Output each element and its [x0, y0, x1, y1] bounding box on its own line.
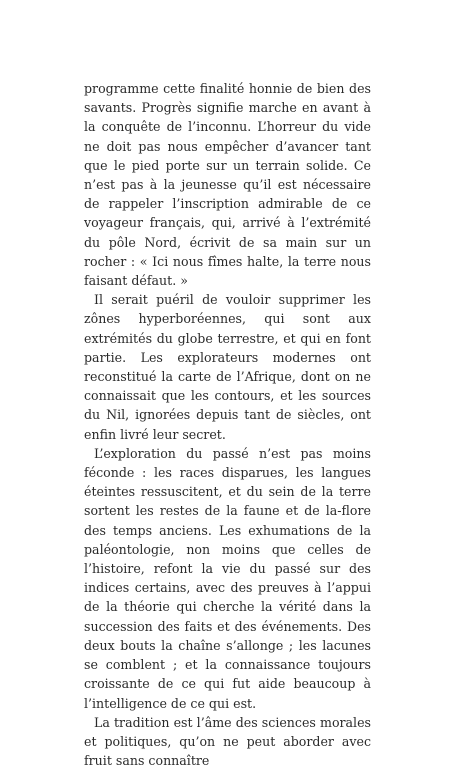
- paragraph-hyperborean-zones: Il serait puéril de vouloir supprimer les zônes hyperboréennes, qui sont aux extrémités du globe terrestre, et qui en font partie. Les explorateurs modernes ont reconstitué la carte de l’Afrique, dont on ne connaissait que les contours, et les sources du Nil, ignorées depuis tant de siècles, ont enfin livré leur secret.: [84, 292, 371, 442]
- body-text: [84, 79, 371, 770]
- paragraph-tradition: La tradition est l’âme des sciences morales et politiques, qu’on ne peut aborder avec fruit sans connaître: [84, 714, 371, 769]
- paragraph-exploration-of-past: L’exploration du passé n’est pas moins féconde : les races disparues, les langues éteintes ressuscitent, et du sein de la terre sortent les restes de la faune et de la-flore des temps anciens. Les exhumations de la paléontologie, non moins que celles de l’histoire, refont la vie du passé sur des indices certains, avec des preuves à l’appui de la théorie qui cherche la vérité dans la succession des faits et des événements. Des deux bouts la chaîne s’allonge ; les lacunes se comblent ; et la connaissance toujours croissante de ce qui fut aide beaucoup à l’intelligence de ce qui est.: [84, 445, 371, 711]
- paragraph-continuation: programme cette finalité honnie de bien des savants. Progrès signifie marche en avant à la conquête de l’inconnu. L’horreur du vide ne doit pas nous empêcher d’avancer tant que le pied porte sur un terrain solide. Ce n’est pas à la jeunesse qu’il est nécessaire de rappeler l’inscription admirable de ce voyageur français, qui, arrivé à l’extrémité du pôle Nord, écrivit de sa main sur un rocher : « Ici nous fîmes halte, la terre nous faisant défaut. »: [84, 81, 371, 289]
